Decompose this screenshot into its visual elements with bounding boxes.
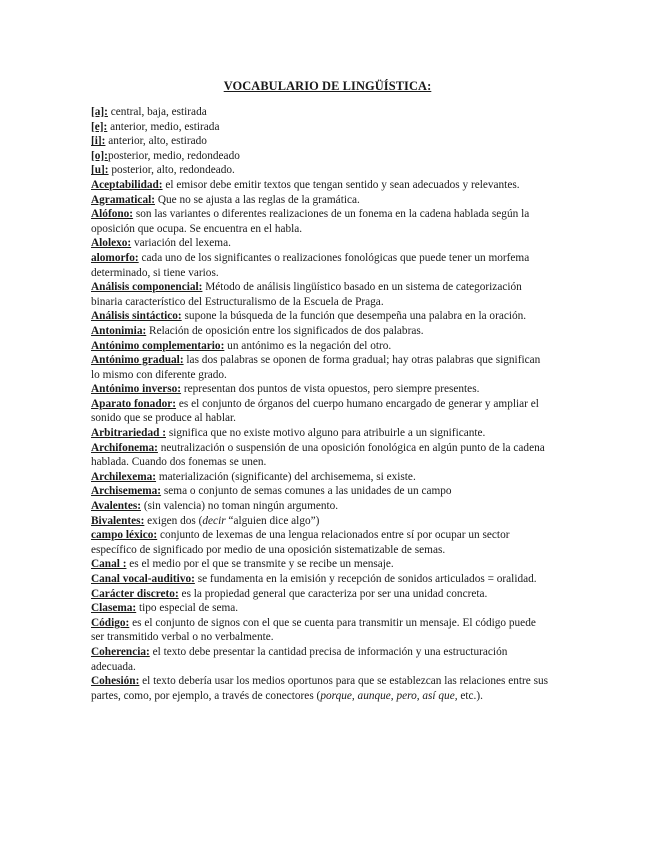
glossary-entry [91,353,551,382]
glossary-term: Antónimo complementario: [91,339,225,352]
glossary-definition: materialización (significante) del archisemema, si existe. [156,470,416,483]
glossary-definition: Método de análisis lingüístico basado en un sistema de categorización binaria característico del Estructuralismo de la Escuela de Praga. [91,281,522,308]
glossary-entry [91,382,551,397]
glossary-definition: representan dos puntos de vista opuestos, pero siempre presentes. [181,383,480,396]
glossary-entry [91,178,551,193]
glossary-entry [91,324,551,339]
glossary-term: Carácter discreto: [91,587,179,600]
glossary-term: Alolexo: [91,237,132,250]
glossary-definition: las dos palabras se oponen de forma gradual; hay otras palabras que significan lo mismo con diferente grado. [91,354,541,381]
glossary-term: Archilexema: [91,470,157,483]
glossary-term: [u]: [91,164,109,177]
glossary-definition: significa que no existe motivo alguno para atribuirle a un significante. [166,427,486,440]
glossary-entry [91,397,551,426]
glossary-term: Clasema: [91,602,137,615]
glossary-term: [e]: [91,120,108,133]
glossary-definition: son las variantes o diferentes realizaciones de un fonema en la cadena hablada según la oposición que ocupa. Se encuentra en el habla. [91,208,530,235]
glossary-entry [91,572,551,587]
glossary-definition: el texto debe presentar la cantidad precisa de información y una estructuración adecuada. [91,645,508,673]
glossary-definition-tail: etc.). [457,689,483,702]
glossary-term: Bivalentes: [91,514,145,527]
glossary-definition: (sin valencia) no toman ningún argumento. [141,500,339,513]
glossary-term: Análisis sintáctico: [91,310,182,323]
glossary-definition: es el medio por el que se transmite y se recibe un mensaje. [126,558,394,571]
glossary-term: Coherencia: [91,645,150,658]
glossary-entry [91,280,551,309]
glossary-definition: variación del lexema. [131,237,231,250]
glossary-definition: exigen dos ( [144,514,203,527]
glossary-entry [91,674,551,703]
glossary-entry [91,207,551,236]
glossary-definition: tipo especial de sema. [136,602,239,615]
glossary-entry [91,193,551,208]
glossary-term: Antónimo inverso: [91,383,182,396]
glossary-term: Avalentes: [91,500,141,513]
glossary-entry [91,120,551,135]
glossary-term: Código: [91,616,130,629]
glossary-entry [91,426,551,441]
glossary-entry [91,149,551,164]
glossary-definition: supone la búsqueda de la función que desempeña una palabra en la oración. [181,310,527,323]
glossary-entry [91,616,551,645]
glossary-entry [91,163,551,178]
glossary-definition: se fundamenta en la emisión y recepción de sonidos articulados = oralidad. [194,573,537,585]
glossary-term: Archifonema: [91,441,158,454]
glossary-definition-italic: decir [202,514,226,527]
glossary-definition: posterior, alto, redondeado. [108,164,235,177]
glossary-list [91,105,551,703]
glossary-definition: el emisor debe emitir textos que tengan sentido y sean adecuados y relevantes. [162,178,520,191]
glossary-definition: es el conjunto de signos con el que se cuenta para transmitir un mensaje. El código puede ser transmitido verbal o no verbalmente. [91,616,536,644]
glossary-term: Archisemema: [91,485,162,498]
glossary-entry [91,105,551,120]
glossary-entry [91,441,551,470]
glossary-definition: el texto debería usar los medios oportunos para que se establezcan las relaciones entre sus partes, como, por ejemplo, a través de conectores ( [91,675,549,702]
document-title: VOCABULARIO DE LINGÜÍSTICA: [223,79,432,93]
glossary-entry [91,470,551,485]
glossary-definition: anterior, alto, estirado [105,135,207,148]
glossary-definition: Relación de oposición entre los significados de dos palabras. [146,324,424,337]
glossary-term: Aceptabilidad: [91,178,163,191]
glossary-term: alomorfo: [91,251,139,264]
glossary-term: Arbitrariedad : [91,427,166,440]
glossary-definition-tail: “alguien dice algo”) [225,514,320,527]
glossary-term: Antonimia: [91,324,147,337]
glossary-term: Canal vocal-auditivo: [91,573,195,585]
glossary-entry [91,557,551,572]
glossary-definition: central, baja, estirada [107,106,207,118]
glossary-entry [91,601,551,616]
glossary-entry [91,645,551,674]
glossary-entry [91,514,551,529]
glossary-definition: Que no se ajusta a las reglas de la gramática. [155,193,360,206]
glossary-entry [91,339,551,354]
glossary-term: [a]: [91,106,108,118]
glossary-term: Antónimo gradual: [91,354,184,367]
glossary-definition: anterior, medio, estirada [107,120,220,133]
glossary-entry [91,528,551,557]
glossary-definition: neutralización o suspensión de una oposición fonológica en algún punto de la cadena hablada. Cuando dos fonemas se unen. [91,441,545,469]
glossary-entry [91,236,551,251]
glossary-term: [i]: [91,135,106,148]
glossary-term: Aparato fonador: [91,397,177,410]
glossary-definition: conjunto de lexemas de una lengua relacionados entre sí por ocupar un sector específico de significado por medio de una oposición sistematizable de semas. [91,529,510,556]
glossary-entry [91,587,551,602]
glossary-term: Agramatical: [91,193,155,206]
glossary-term: Cohesión: [91,675,140,688]
glossary-entry [91,484,551,499]
glossary-entry [91,499,551,514]
glossary-definition: sema o conjunto de semas comunes a las unidades de un campo [161,485,452,498]
glossary-term: Análisis componencial: [91,281,203,294]
glossary-definition: un antónimo es la negación del otro. [224,339,392,352]
glossary-definition: es el conjunto de órganos del cuerpo humano encargado de generar y ampliar el sonido que se produce al hablar. [91,397,539,425]
glossary-definition: posterior, medio, redondeado [107,149,240,162]
glossary-entry [91,251,551,280]
glossary-definition: es la propiedad general que caracteriza por ser una unidad concreta. [178,587,488,600]
glossary-term: campo léxico: [91,529,158,542]
glossary-entry [91,309,551,324]
glossary-term: Alófono: [91,208,134,221]
glossary-term: [o]: [91,149,108,162]
glossary-entry [91,134,551,149]
glossary-definition-italic: porque, aunque, pero, así que, [320,689,458,702]
glossary-term: Canal : [91,558,127,571]
glossary-definition: cada uno de los significantes o realizaciones fonológicas que puede tener un morfema determinado, si tiene varios. [91,251,530,279]
